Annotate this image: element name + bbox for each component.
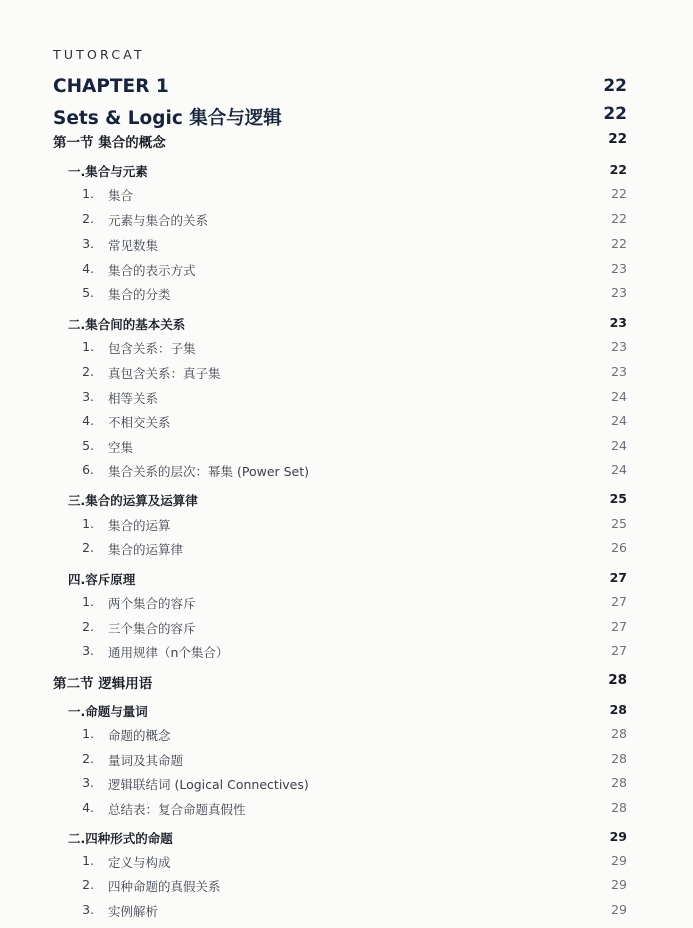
toc-entry-page-number: 28: [611, 726, 627, 741]
toc-entry-page-number: 26: [611, 540, 627, 555]
toc-entry-page-number: 22: [609, 162, 627, 177]
toc-entry-page-number: 28: [611, 751, 627, 766]
toc-entry-title: 第一节 集合的概念: [53, 135, 166, 151]
toc-entry-number: 3.: [82, 236, 94, 251]
toc-entry-number: 1.: [82, 594, 94, 609]
toc-entry-title: 集合的运算律: [108, 542, 184, 557]
toc-entry-title: 定义与构成: [108, 855, 171, 870]
toc-entry-page-number: 25: [609, 491, 627, 506]
toc-entry-page-number: 27: [611, 643, 627, 658]
toc-entry-title: 真包含关系：真子集: [108, 366, 221, 381]
toc-entry-title: 两个集合的容斥: [108, 596, 196, 611]
toc-entry-number: 1.: [82, 853, 94, 868]
toc-entry-number: 3.: [82, 775, 94, 790]
toc-entry-title: 元素与集合的关系: [108, 213, 209, 228]
toc-entry-number: 2.: [82, 619, 94, 634]
brand-label: TUTORCAT: [53, 47, 145, 62]
toc-entry-title: 一.命题与量词: [68, 704, 148, 719]
toc-entry-number: 4.: [82, 800, 94, 815]
toc-entry-title: 包含关系：子集: [108, 341, 196, 356]
toc-entry-page-number: 27: [611, 594, 627, 609]
toc-entry-number: 4.: [82, 261, 94, 276]
toc-entry-title: 一.集合与元素: [68, 164, 148, 179]
toc-entry-number: 2.: [82, 364, 94, 379]
toc-entry-page-number: 24: [611, 413, 627, 428]
toc-entry-number: 6.: [82, 462, 94, 477]
toc-entry-title: CHAPTER 1: [53, 76, 169, 97]
toc-entry-title: 集合关系的层次：幂集 (Power Set): [108, 464, 310, 479]
toc-entry-page-number: 22: [611, 236, 627, 251]
toc-entry-page-number: 23: [611, 364, 627, 379]
toc-entry-page-number: 24: [611, 389, 627, 404]
toc-entry-title: 量词及其命题: [108, 753, 184, 768]
toc-entry-title: 集合: [108, 188, 134, 203]
toc-entry-page-number: 28: [611, 775, 627, 790]
toc-entry-page-number: 28: [608, 672, 627, 688]
toc-entry-title: 常见数集: [108, 238, 159, 253]
toc-entry-page-number: 22: [603, 104, 627, 124]
toc-entry-number: 1.: [82, 186, 94, 201]
toc-entry-number: 2.: [82, 540, 94, 555]
toc-entry-page-number: 22: [603, 76, 627, 96]
toc-entry-title: 集合的运算: [108, 518, 171, 533]
toc-entry-title: 四.容斥原理: [68, 572, 136, 587]
toc-entry-page-number: 27: [611, 619, 627, 634]
toc-entry-title: 通用规律（n个集合）: [108, 645, 229, 660]
toc-entry-title: 相等关系: [108, 391, 159, 406]
toc-entry-title: 命题的概念: [108, 728, 171, 743]
toc-entry-number: 2.: [82, 877, 94, 892]
toc-entry-number: 2.: [82, 211, 94, 226]
toc-entry-title: 第二节 逻辑用语: [53, 676, 153, 692]
toc-entry-page-number: 29: [609, 829, 627, 844]
toc-entry-number: 2.: [82, 751, 94, 766]
toc-entry-title: 三个集合的容斥: [108, 621, 196, 636]
toc-entry-title: Sets & Logic 集合与逻辑: [53, 108, 282, 129]
toc-entry-number: 3.: [82, 643, 94, 658]
toc-entry-page-number: 28: [611, 800, 627, 815]
toc-entry-title: 集合的表示方式: [108, 263, 196, 278]
toc-entry-page-number: 22: [611, 211, 627, 226]
toc-entry-page-number: 29: [611, 853, 627, 868]
toc-entry-page-number: 23: [611, 261, 627, 276]
toc-entry-page-number: 25: [611, 516, 627, 531]
toc-entry-page-number: 28: [609, 702, 627, 717]
toc-entry-number: 3.: [82, 902, 94, 917]
toc-entry-page-number: 23: [611, 339, 627, 354]
toc-entry-title: 四种命题的真假关系: [108, 879, 221, 894]
toc-entry-title: 实例解析: [108, 904, 159, 919]
toc-entry-title: 空集: [108, 440, 134, 455]
toc-entry-page-number: 29: [611, 877, 627, 892]
toc-entry-title: 逻辑联结词 (Logical Connectives): [108, 777, 309, 792]
toc-entry-number: 1.: [82, 339, 94, 354]
toc-entry-page-number: 23: [611, 285, 627, 300]
toc-entry-page-number: 24: [611, 462, 627, 477]
toc-entry-number: 3.: [82, 389, 94, 404]
toc-entry-page-number: 27: [609, 570, 627, 585]
toc-entry-title: 不相交关系: [108, 415, 171, 430]
toc-entry-number: 5.: [82, 285, 94, 300]
toc-entry-title: 三.集合的运算及运算律: [68, 493, 198, 508]
toc-entry-page-number: 23: [609, 315, 627, 330]
toc-entry-page-number: 22: [608, 131, 627, 147]
toc-entry-title: 总结表：复合命题真假性: [108, 802, 246, 817]
toc-entry-page-number: 24: [611, 438, 627, 453]
toc-entry-number: 1.: [82, 726, 94, 741]
toc-entry-page-number: 29: [611, 902, 627, 917]
toc-entry-title: 集合的分类: [108, 287, 171, 302]
toc-entry-title: 二.集合间的基本关系: [68, 317, 186, 332]
toc-entry-number: 4.: [82, 413, 94, 428]
toc-entry-number: 1.: [82, 516, 94, 531]
toc-entry-page-number: 22: [611, 186, 627, 201]
toc-entry-number: 5.: [82, 438, 94, 453]
toc-entry-title: 二.四种形式的命题: [68, 831, 173, 846]
